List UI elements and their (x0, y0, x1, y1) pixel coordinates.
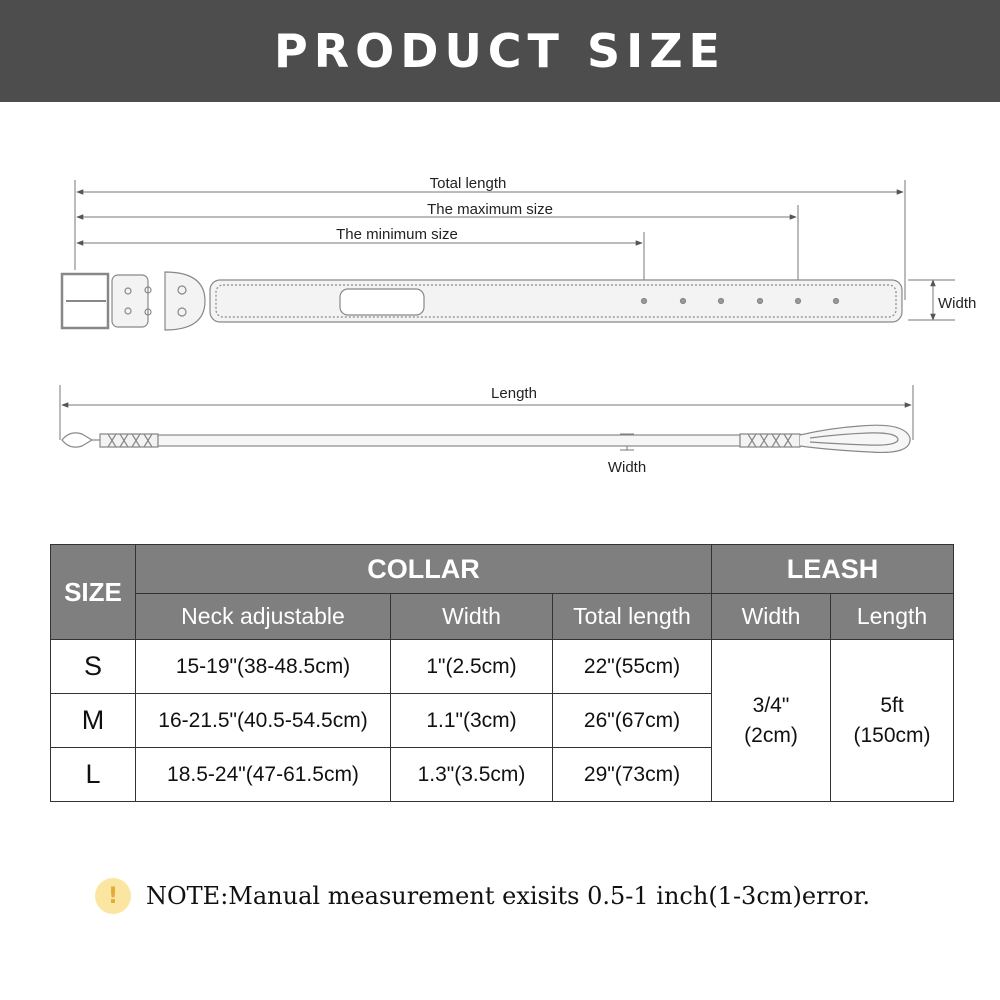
collar-neck-adjustable-header: Neck adjustable (136, 594, 391, 640)
total-length-cell: 26"(67cm) (553, 694, 712, 748)
leash-width-metric: (2cm) (744, 723, 798, 747)
note-text: NOTE:Manual measurement exisits 0.5-1 inch(1-3cm)error. (146, 882, 870, 910)
leash-illustration (62, 425, 910, 452)
leash-length-metric: (150cm) (853, 723, 931, 747)
header-banner (0, 0, 1000, 102)
collar-width-cell: 1"(2.5cm) (391, 640, 553, 694)
size-cell: M (51, 694, 136, 748)
warning-icon: ! (95, 878, 131, 914)
total-length-cell: 29"(73cm) (553, 748, 712, 802)
page-title: PRODUCT SIZE (274, 24, 726, 78)
measurement-note (95, 876, 975, 916)
neck-adjustable-cell: 16-21.5"(40.5-54.5cm) (136, 694, 391, 748)
leash-length-cell (831, 640, 954, 802)
leash-width-cell (712, 640, 831, 802)
neck-adjustable-cell: 15-19"(38-48.5cm) (136, 640, 391, 694)
collar-width-cell: 1.3"(3.5cm) (391, 748, 553, 802)
size-cell: S (51, 640, 136, 694)
leash-length-value: 5ft (880, 693, 904, 717)
collar-header: COLLAR (136, 545, 712, 594)
total-length-label: Total length (429, 175, 507, 192)
leash-width-label: Width (607, 459, 647, 476)
collar-total-length-header: Total length (553, 594, 712, 640)
table-row (51, 640, 954, 694)
leash-length-header: Length (831, 594, 954, 640)
leash-length-label: Length (491, 385, 537, 402)
leash-width-header: Width (712, 594, 831, 640)
size-table (50, 544, 954, 802)
size-column-header: SIZE (51, 545, 136, 640)
collar-width-cell: 1.1"(3cm) (391, 694, 553, 748)
size-cell: L (51, 748, 136, 802)
maximum-size-label: The maximum size (427, 201, 553, 218)
collar-illustration (62, 272, 902, 330)
collar-width-label: Width (938, 295, 977, 312)
total-length-cell: 22"(55cm) (553, 640, 712, 694)
neck-adjustable-cell: 18.5-24"(47-61.5cm) (136, 748, 391, 802)
minimum-size-label: The minimum size (336, 226, 458, 243)
product-diagram (0, 150, 1000, 500)
leash-header: LEASH (712, 545, 954, 594)
leash-width-value: 3/4" (752, 693, 790, 717)
collar-width-header: Width (391, 594, 553, 640)
